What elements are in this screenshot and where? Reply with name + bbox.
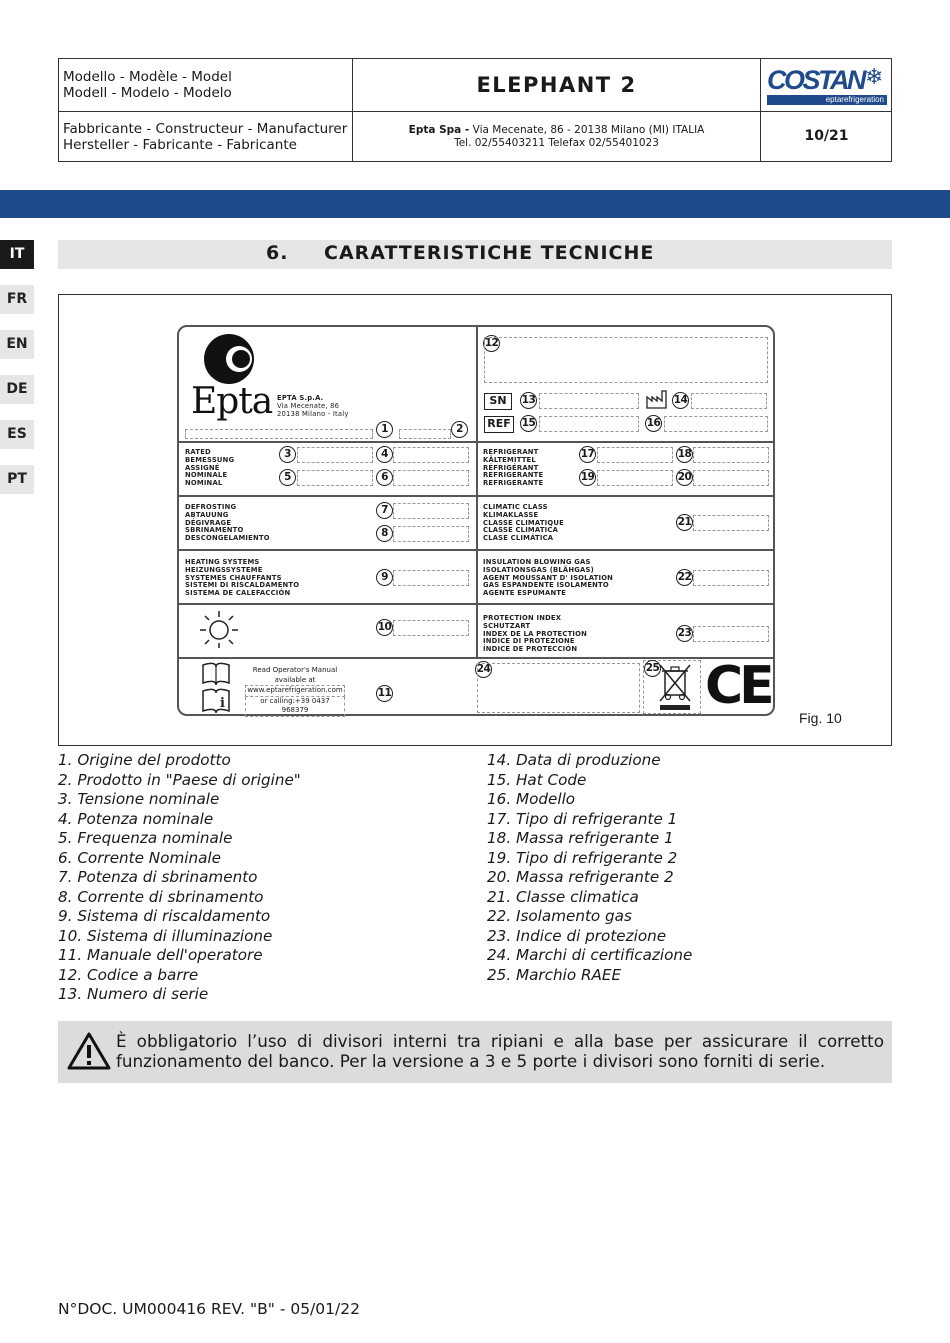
logo-text: COSTAN bbox=[767, 65, 864, 95]
section-number: 6. bbox=[266, 242, 289, 264]
model-value: ELEPHANT 2 bbox=[353, 59, 761, 112]
list-item: 22. Isolamento gas bbox=[487, 907, 632, 925]
lang-tab-de[interactable]: DE bbox=[0, 375, 34, 404]
manual-book-icon bbox=[201, 661, 231, 715]
callout-24: 24 bbox=[475, 661, 492, 678]
callout-8: 8 bbox=[376, 525, 393, 542]
list-item: 10. Sistema di illuminazione bbox=[58, 926, 273, 945]
list-item: 8. Corrente di sbrinamento bbox=[58, 887, 264, 906]
warning-triangle-icon bbox=[66, 1031, 112, 1071]
callout-19: 19 bbox=[579, 469, 596, 486]
list-item: 13. Numero di serie bbox=[58, 985, 209, 1003]
logo-subtitle: eptarefrigeration bbox=[767, 95, 887, 105]
light-bulb-icon bbox=[199, 609, 239, 649]
document-footer: N°DOC. UM000416 REV. "B" - 05/01/22 bbox=[58, 1300, 360, 1318]
epta-mark-icon bbox=[203, 331, 263, 387]
list-item: 24. Marchi di certificazione bbox=[487, 946, 693, 964]
sn-tag: SN bbox=[484, 393, 512, 410]
list-item: 14. Data di produzione bbox=[487, 751, 661, 769]
callout-20: 20 bbox=[676, 469, 693, 486]
list-item: 18. Massa refrigerante 1 bbox=[487, 829, 674, 847]
document-header bbox=[58, 58, 892, 162]
list-item: 2. Prodotto in "Paese di origine" bbox=[58, 770, 301, 789]
list-item: 11. Manuale dell'operatore bbox=[58, 946, 263, 964]
model-label bbox=[59, 59, 353, 112]
manual-info: Read Operator's Manual available at www.eptarefrigeration.com or calling:+39 0437 968379 bbox=[245, 666, 345, 717]
lang-tab-it[interactable]: IT bbox=[0, 240, 34, 269]
callout-7: 7 bbox=[376, 502, 393, 519]
list-item: 5. Frequenza nominale bbox=[58, 829, 233, 847]
legend-list-right bbox=[487, 751, 692, 985]
manufacturer-label-line-1: Fabbricante - Constructeur - Manufacturer bbox=[63, 121, 348, 137]
insulation-labels: INSULATION BLOWING GAS ISOLATIONSGAS (BLÄHGAS) AGENT MOUSSANT D' ISOLATION GAS ESPANDENTE ISOLAMENTO AGENTE ESPUMANTE bbox=[483, 558, 614, 598]
callout-14: 14 bbox=[672, 392, 689, 409]
lang-tab-fr[interactable]: FR bbox=[0, 285, 34, 314]
legend-list-left bbox=[58, 751, 301, 1005]
heating-labels: HEATING SYSTEMS HEIZUNGSSYSTEME SYSTEMES CHAUFFANTS SISTEMI DI RISCALDAMENTO SISTEMA DE CALEFACCIÓN bbox=[185, 558, 300, 598]
list-item: 15. Hat Code bbox=[487, 770, 587, 789]
page-number: 10/21 bbox=[804, 128, 849, 144]
snowflake-icon: ❄ bbox=[865, 65, 884, 90]
blue-band bbox=[0, 190, 950, 218]
manufacturer-name: Epta Spa - bbox=[408, 124, 470, 136]
rating-plate bbox=[177, 325, 775, 716]
refrigerant-labels: REFRIGERANT KÄLTEMITTEL RÉFRIGÉRANT REFRIGERANTE REFRIGERANTE bbox=[483, 448, 544, 488]
list-item: 19. Tipo di refrigerante 2 bbox=[487, 848, 678, 867]
plate-brand: Epta bbox=[191, 381, 273, 422]
callout-25: 25 bbox=[644, 660, 661, 677]
callout-9: 9 bbox=[376, 569, 393, 586]
warning-text: È obbligatorio l’uso di divisori interni tra ripiani e alla base per assicurare il corretto funzionamento del banco. Per la versione a 3 e 5 porte i divisori sono forniti di serie. bbox=[116, 1031, 884, 1071]
ref-tag: REF bbox=[484, 416, 514, 433]
callout-2: 2 bbox=[451, 421, 468, 438]
callout-13: 13 bbox=[520, 392, 537, 409]
callout-17: 17 bbox=[579, 446, 596, 463]
factory-icon bbox=[646, 389, 668, 409]
list-item: 9. Sistema di riscaldamento bbox=[58, 907, 271, 925]
ce-mark: CE bbox=[705, 656, 771, 716]
callout-5: 5 bbox=[279, 469, 296, 486]
callout-21: 21 bbox=[676, 514, 693, 531]
manufacturer-label bbox=[59, 112, 353, 162]
list-item: 17. Tipo di refrigerante 1 bbox=[487, 809, 678, 828]
manufacturer-info bbox=[353, 112, 761, 162]
list-item: 3. Tensione nominale bbox=[58, 790, 220, 808]
list-item: 16. Modello bbox=[487, 790, 576, 808]
svg-text:i: i bbox=[220, 696, 225, 711]
callout-16: 16 bbox=[645, 415, 662, 432]
manufacturer-contacts: Tel. 02/55403211 Telefax 02/55401023 bbox=[454, 137, 659, 149]
callout-3: 3 bbox=[279, 446, 296, 463]
list-item: 20. Massa refrigerante 2 bbox=[487, 868, 674, 886]
callout-10: 10 bbox=[376, 619, 393, 636]
callout-6: 6 bbox=[376, 469, 393, 486]
figure-box bbox=[58, 294, 892, 746]
lang-tab-es[interactable]: ES bbox=[0, 420, 34, 449]
section-title-text: CARATTERISTICHE TECNICHE bbox=[324, 242, 655, 264]
protection-labels: PROTECTION INDEX SCHUTZART INDEX DE LA PROTECTION INDICE DI PROTEZIONE ÍNDICE DE PROTECCIÓN bbox=[483, 614, 588, 654]
callout-1: 1 bbox=[376, 421, 393, 438]
climatic-labels: CLIMATIC CLASS KLIMAKLASSE CLASSE CLIMATIQUE CLASSE CLIMATICA CLASE CLIMÁTICA bbox=[483, 503, 564, 543]
plate-company: EPTA S.p.A. Via Mecenate, 86 20138 Milano - Italy bbox=[277, 394, 349, 418]
callout-22: 22 bbox=[676, 569, 693, 586]
list-item: 6. Corrente Nominale bbox=[58, 848, 221, 867]
section-title bbox=[58, 240, 892, 269]
list-item: 25. Marchio RAEE bbox=[487, 965, 622, 984]
rated-labels: RATED BEMESSUNG ASSIGNÉ NOMINALE NOMINAL bbox=[185, 448, 235, 488]
list-item: 23. Indice di protezione bbox=[487, 926, 667, 945]
manufacturer-address: Via Mecenate, 86 - 20138 Milano (MI) ITALIA bbox=[469, 124, 705, 136]
model-label-line-2: Modell - Modelo - Modelo bbox=[63, 85, 232, 101]
model-label-line-1: Modello - Modèle - Model bbox=[63, 69, 232, 85]
lang-tab-pt[interactable]: PT bbox=[0, 465, 34, 494]
callout-18: 18 bbox=[676, 446, 693, 463]
defrosting-labels: DEFROSTING ABTAUUNG DÉGIVRAGE SBRINAMENTO DESCONGELAMIENTO bbox=[185, 503, 270, 543]
costan-logo bbox=[767, 65, 887, 105]
list-item: 1. Origine del prodotto bbox=[58, 751, 231, 769]
brand-logo-cell bbox=[761, 59, 892, 112]
figure-label: Fig. 10 bbox=[799, 710, 842, 726]
list-item: 21. Classe climatica bbox=[487, 887, 639, 906]
list-item: 4. Potenza nominale bbox=[58, 809, 214, 828]
list-item: 12. Codice a barre bbox=[58, 965, 199, 984]
list-item: 7. Potenza di sbrinamento bbox=[58, 868, 258, 886]
callout-4: 4 bbox=[376, 446, 393, 463]
warning-box bbox=[58, 1021, 892, 1083]
manufacturer-label-line-2: Hersteller - Fabricante - Fabricante bbox=[63, 137, 297, 153]
callout-11: 11 bbox=[376, 685, 393, 702]
weee-bin-icon bbox=[658, 663, 692, 711]
callout-12: 12 bbox=[483, 335, 500, 352]
callout-15: 15 bbox=[520, 415, 537, 432]
callout-23: 23 bbox=[676, 625, 693, 642]
lang-tab-en[interactable]: EN bbox=[0, 330, 34, 359]
